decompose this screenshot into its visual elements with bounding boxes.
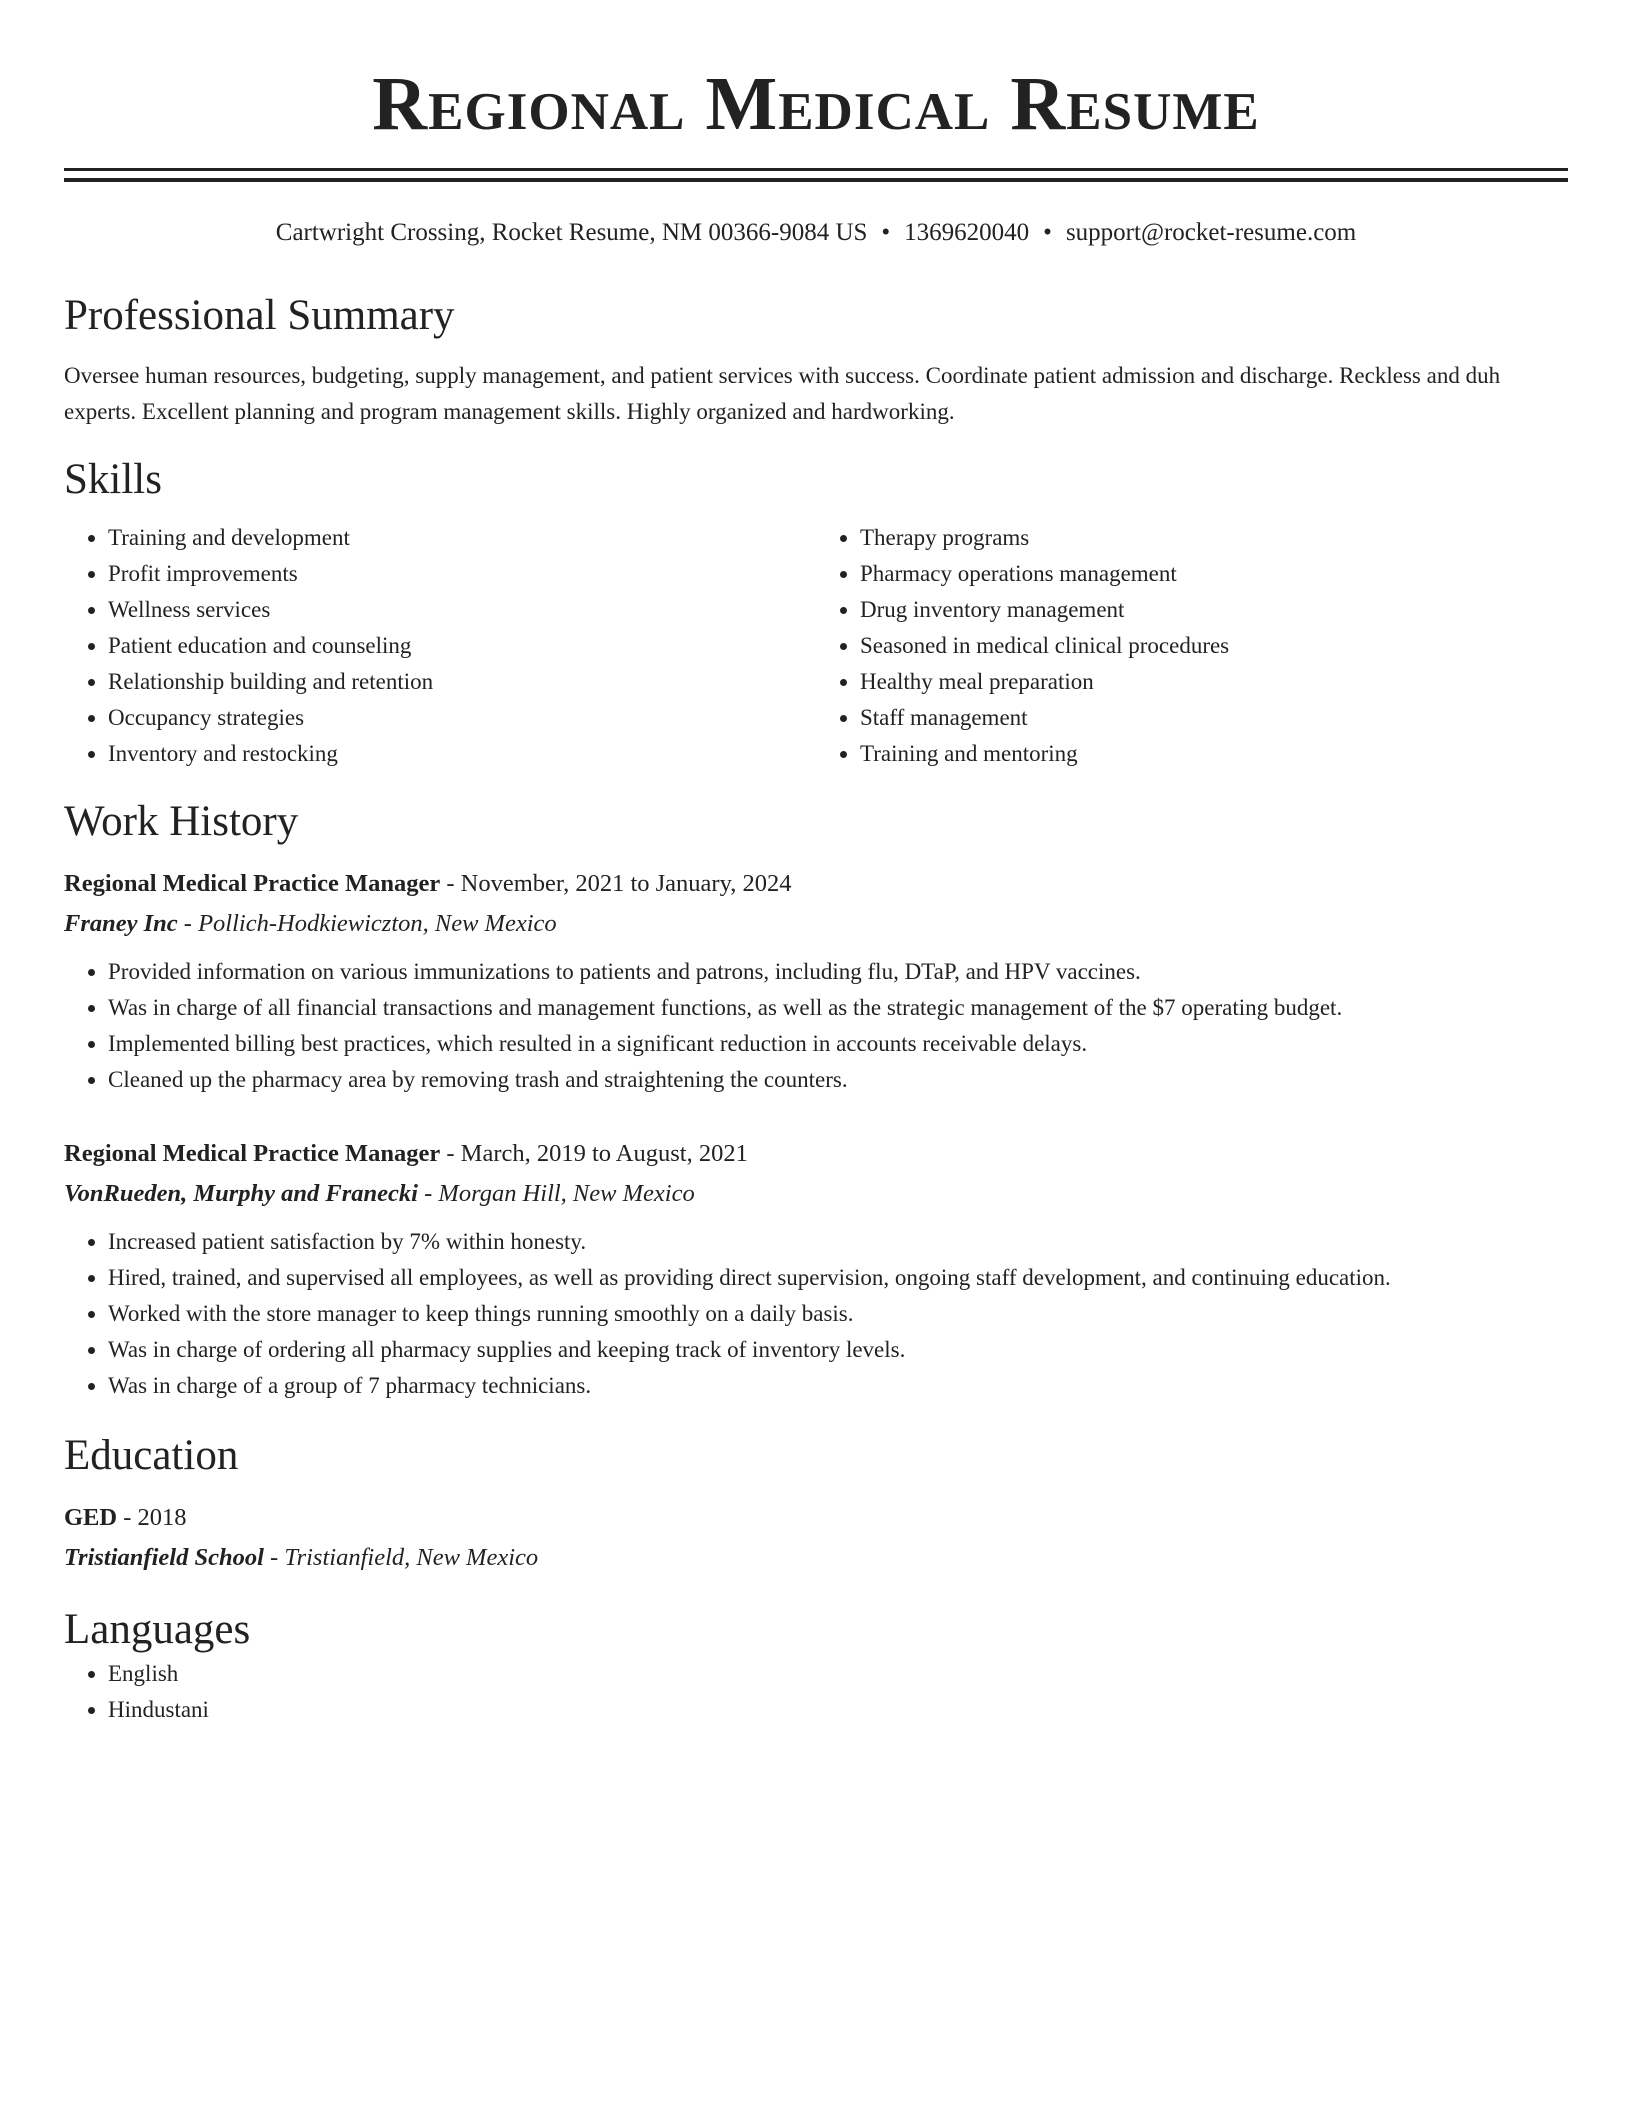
job-company: Franey Inc [64, 910, 178, 937]
contact-email: support@rocket-resume.com [1065, 219, 1357, 246]
job-duty: • Was in charge of a group of 7 pharmacy technicians. [108, 1368, 1568, 1404]
skill-item: • Training and mentoring [860, 736, 1568, 772]
job-duties-list [64, 1224, 1568, 1404]
education-year: 2018 [137, 1504, 187, 1531]
contact-separator: • [881, 219, 891, 246]
job-entry [64, 864, 1568, 1098]
skills-heading: Skills [64, 456, 162, 503]
job-entry [64, 1134, 1568, 1404]
job-location: Morgan Hill, New Mexico [438, 1180, 695, 1207]
skill-item: • Seasoned in medical clinical procedures [860, 628, 1568, 664]
work-history-heading: Work History [64, 798, 299, 845]
job-duties-list [64, 954, 1568, 1098]
education-school: Tristianfield School [64, 1544, 264, 1571]
dash-separator: - [117, 1504, 138, 1531]
job-location: Pollich-Hodkiewiczton, New Mexico [198, 910, 557, 937]
skill-item: • Inventory and restocking [108, 736, 816, 772]
languages-list [64, 1656, 1568, 1728]
job-duty: • Cleaned up the pharmacy area by removing trash and straightening the counters. [108, 1062, 1568, 1098]
job-duty: • Was in charge of all financial transactions and management functions, as well as the strategic management of the $7 operating budget. [108, 990, 1568, 1026]
languages-heading: Languages [64, 1606, 251, 1653]
contact-separator: • [1043, 219, 1052, 246]
skills-list-right [816, 520, 1568, 772]
job-dates: March, 2019 to August, 2021 [460, 1140, 748, 1167]
job-duty: • Worked with the store manager to keep things running smoothly on a daily basis. [108, 1296, 1568, 1332]
language-item: • English [108, 1656, 1568, 1692]
job-duty: • Hired, trained, and supervised all employees, as well as providing direct supervision, ongoing staff development, and continuing education. [108, 1260, 1568, 1296]
skill-item: • Wellness services [108, 592, 816, 628]
job-title: Regional Medical Practice Manager [64, 870, 441, 897]
education-school-line [64, 1538, 1568, 1578]
dash-separator: - [263, 1544, 285, 1571]
education-heading: Education [64, 1432, 239, 1479]
job-dates: November, 2021 to January, 2024 [460, 870, 792, 897]
contact-phone: 1369620040 [904, 219, 1030, 246]
skill-item: • Drug inventory management [860, 592, 1568, 628]
job-title-line [64, 864, 1568, 904]
skill-item: • Patient education and counseling [108, 628, 816, 664]
job-company-line [64, 1174, 1568, 1214]
skill-item: • Occupancy strategies [108, 700, 816, 736]
contact-address: Cartwright Crossing, Rocket Resume, NM 00366-9084 US [275, 219, 868, 246]
skill-item: • Therapy programs [860, 520, 1568, 556]
education-degree-line [64, 1498, 1568, 1538]
contact-line [64, 216, 1568, 250]
job-company: VonRueden, Murphy and Franecki [64, 1180, 418, 1207]
language-item: • Hindustani [108, 1692, 1568, 1728]
skill-item: • Pharmacy operations management [860, 556, 1568, 592]
summary-heading: Professional Summary [64, 292, 455, 339]
skill-item: • Training and development [108, 520, 816, 556]
skills-columns [64, 520, 1568, 772]
dash-separator: - [417, 1180, 439, 1207]
dash-separator: - [177, 910, 199, 937]
job-duty: • Implemented billing best practices, which resulted in a significant reduction in accounts receivable delays. [108, 1026, 1568, 1062]
skill-item: • Staff management [860, 700, 1568, 736]
job-title: Regional Medical Practice Manager [64, 1140, 441, 1167]
skill-item: • Profit improvements [108, 556, 816, 592]
skill-item: • Healthy meal preparation [860, 664, 1568, 700]
education-location: Tristianfield, New Mexico [284, 1544, 539, 1571]
job-duty: • Provided information on various immunizations to patients and patrons, including flu, DTaP, and HPV vaccines. [108, 954, 1568, 990]
dash-separator: - [440, 1140, 461, 1167]
education-entry [64, 1498, 1568, 1578]
title-divider [64, 168, 1568, 182]
job-duty: • Was in charge of ordering all pharmacy supplies and keeping track of inventory levels. [108, 1332, 1568, 1368]
skill-item: • Relationship building and retention [108, 664, 816, 700]
job-company-line [64, 904, 1568, 944]
dash-separator: - [440, 870, 461, 897]
job-duty: • Increased patient satisfaction by 7% within honesty. [108, 1224, 1568, 1260]
summary-text: Oversee human resources, budgeting, supply management, and patient services with success. Coordinate patient admission and discharge. Reckless and duh experts. Excellent planning and program management skills. Highly organized and hardworking. [64, 363, 1501, 424]
resume-title: Regional Medical Resume [372, 62, 1260, 146]
job-title-line [64, 1134, 1568, 1174]
skills-list-left [64, 520, 816, 772]
education-degree: GED [64, 1504, 118, 1531]
